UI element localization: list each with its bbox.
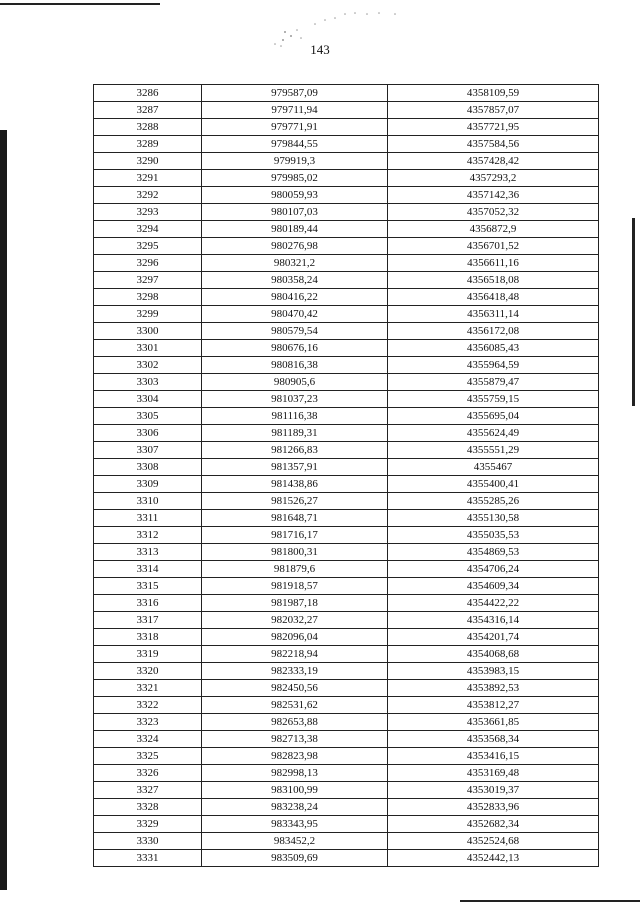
coordinates-table-body [94,85,599,867]
point-number-cell: 3331 [94,850,202,867]
table-row [94,765,599,782]
y-coordinate-cell: 4356085,43 [388,340,599,357]
table-row [94,748,599,765]
y-coordinate-cell: 4355759,15 [388,391,599,408]
y-coordinate-cell: 4356518,08 [388,272,599,289]
point-number-cell: 3326 [94,765,202,782]
y-coordinate-cell: 4357857,07 [388,102,599,119]
y-coordinate-cell: 4356701,52 [388,238,599,255]
x-coordinate-cell: 982333,19 [202,663,388,680]
x-coordinate-cell: 980676,16 [202,340,388,357]
table-row [94,578,599,595]
y-coordinate-cell: 4352524,68 [388,833,599,850]
table-row [94,493,599,510]
x-coordinate-cell: 979587,09 [202,85,388,102]
table-row [94,374,599,391]
x-coordinate-cell: 981800,31 [202,544,388,561]
table-row [94,323,599,340]
x-coordinate-cell: 982531,62 [202,697,388,714]
point-number-cell: 3296 [94,255,202,272]
x-coordinate-cell: 981716,17 [202,527,388,544]
x-coordinate-cell: 983452,2 [202,833,388,850]
point-number-cell: 3327 [94,782,202,799]
point-number-cell: 3325 [94,748,202,765]
y-coordinate-cell: 4353019,37 [388,782,599,799]
y-coordinate-cell: 4356172,08 [388,323,599,340]
y-coordinate-cell: 4355964,59 [388,357,599,374]
y-coordinate-cell: 4357721,95 [388,119,599,136]
table-row [94,697,599,714]
table-row [94,255,599,272]
x-coordinate-cell: 982450,56 [202,680,388,697]
table-row [94,833,599,850]
point-number-cell: 3298 [94,289,202,306]
table-row [94,442,599,459]
table-row [94,816,599,833]
x-coordinate-cell: 980816,38 [202,357,388,374]
y-coordinate-cell: 4354316,14 [388,612,599,629]
table-row [94,527,599,544]
table-row [94,289,599,306]
x-coordinate-cell: 980059,93 [202,187,388,204]
point-number-cell: 3311 [94,510,202,527]
point-number-cell: 3310 [94,493,202,510]
x-coordinate-cell: 979771,91 [202,119,388,136]
x-coordinate-cell: 980321,2 [202,255,388,272]
bottom-scan-rule [460,900,640,902]
point-number-cell: 3301 [94,340,202,357]
y-coordinate-cell: 4353568,34 [388,731,599,748]
point-number-cell: 3324 [94,731,202,748]
table-row [94,612,599,629]
point-number-cell: 3288 [94,119,202,136]
table-row [94,204,599,221]
table-row [94,595,599,612]
table-row [94,663,599,680]
table-row [94,85,599,102]
x-coordinate-cell: 980416,22 [202,289,388,306]
point-number-cell: 3320 [94,663,202,680]
table-row [94,459,599,476]
y-coordinate-cell: 4356418,48 [388,289,599,306]
x-coordinate-cell: 981526,27 [202,493,388,510]
x-coordinate-cell: 982218,94 [202,646,388,663]
table-row [94,153,599,170]
y-coordinate-cell: 4355467 [388,459,599,476]
x-coordinate-cell: 982823,98 [202,748,388,765]
point-number-cell: 3329 [94,816,202,833]
x-coordinate-cell: 981879,6 [202,561,388,578]
point-number-cell: 3321 [94,680,202,697]
x-coordinate-cell: 982653,88 [202,714,388,731]
table-row [94,850,599,867]
y-coordinate-cell: 4352833,96 [388,799,599,816]
x-coordinate-cell: 981357,91 [202,459,388,476]
y-coordinate-cell: 4354706,24 [388,561,599,578]
x-coordinate-cell: 979711,94 [202,102,388,119]
x-coordinate-cell: 983343,95 [202,816,388,833]
y-coordinate-cell: 4354068,68 [388,646,599,663]
y-coordinate-cell: 4353892,53 [388,680,599,697]
table-row [94,799,599,816]
y-coordinate-cell: 4356872,9 [388,221,599,238]
point-number-cell: 3287 [94,102,202,119]
table-row [94,646,599,663]
table-row [94,170,599,187]
y-coordinate-cell: 4354201,74 [388,629,599,646]
y-coordinate-cell: 4357584,56 [388,136,599,153]
point-number-cell: 3330 [94,833,202,850]
y-coordinate-cell: 4357052,32 [388,204,599,221]
point-number-cell: 3308 [94,459,202,476]
x-coordinate-cell: 982998,13 [202,765,388,782]
y-coordinate-cell: 4354609,34 [388,578,599,595]
y-coordinate-cell: 4358109,59 [388,85,599,102]
table-row [94,340,599,357]
table-row [94,561,599,578]
y-coordinate-cell: 4352682,34 [388,816,599,833]
point-number-cell: 3328 [94,799,202,816]
table-row [94,476,599,493]
table-row [94,629,599,646]
y-coordinate-cell: 4353812,27 [388,697,599,714]
x-coordinate-cell: 982032,27 [202,612,388,629]
point-number-cell: 3314 [94,561,202,578]
point-number-cell: 3306 [94,425,202,442]
table-row [94,187,599,204]
y-coordinate-cell: 4357428,42 [388,153,599,170]
x-coordinate-cell: 980905,6 [202,374,388,391]
y-coordinate-cell: 4354422,22 [388,595,599,612]
y-coordinate-cell: 4354869,53 [388,544,599,561]
y-coordinate-cell: 4355551,29 [388,442,599,459]
point-number-cell: 3286 [94,85,202,102]
point-number-cell: 3304 [94,391,202,408]
table-row [94,425,599,442]
point-number-cell: 3323 [94,714,202,731]
table-row [94,272,599,289]
y-coordinate-cell: 4357142,36 [388,187,599,204]
x-coordinate-cell: 981116,38 [202,408,388,425]
y-coordinate-cell: 4353169,48 [388,765,599,782]
table-row [94,544,599,561]
x-coordinate-cell: 981438,86 [202,476,388,493]
point-number-cell: 3316 [94,595,202,612]
x-coordinate-cell: 980107,03 [202,204,388,221]
x-coordinate-cell: 983100,99 [202,782,388,799]
x-coordinate-cell: 980470,42 [202,306,388,323]
x-coordinate-cell: 981648,71 [202,510,388,527]
point-number-cell: 3294 [94,221,202,238]
coordinates-table [93,84,599,867]
table-row [94,408,599,425]
x-coordinate-cell: 981037,23 [202,391,388,408]
table-row [94,357,599,374]
table-row [94,391,599,408]
x-coordinate-cell: 981918,57 [202,578,388,595]
y-coordinate-cell: 4355695,04 [388,408,599,425]
point-number-cell: 3290 [94,153,202,170]
point-number-cell: 3305 [94,408,202,425]
point-number-cell: 3289 [94,136,202,153]
point-number-cell: 3299 [94,306,202,323]
x-coordinate-cell: 980276,98 [202,238,388,255]
table-row [94,510,599,527]
point-number-cell: 3322 [94,697,202,714]
y-coordinate-cell: 4355130,58 [388,510,599,527]
point-number-cell: 3303 [94,374,202,391]
point-number-cell: 3318 [94,629,202,646]
table-row [94,136,599,153]
point-number-cell: 3309 [94,476,202,493]
table-row [94,119,599,136]
point-number-cell: 3297 [94,272,202,289]
right-scan-edge [632,218,635,406]
x-coordinate-cell: 980189,44 [202,221,388,238]
y-coordinate-cell: 4355879,47 [388,374,599,391]
top-scan-rule [0,3,160,5]
point-number-cell: 3307 [94,442,202,459]
x-coordinate-cell: 982096,04 [202,629,388,646]
y-coordinate-cell: 4352442,13 [388,850,599,867]
x-coordinate-cell: 980358,24 [202,272,388,289]
left-scan-edge [0,130,7,890]
point-number-cell: 3300 [94,323,202,340]
y-coordinate-cell: 4355624,49 [388,425,599,442]
x-coordinate-cell: 979919,3 [202,153,388,170]
x-coordinate-cell: 979985,02 [202,170,388,187]
x-coordinate-cell: 983509,69 [202,850,388,867]
table-row [94,680,599,697]
x-coordinate-cell: 981189,31 [202,425,388,442]
y-coordinate-cell: 4355285,26 [388,493,599,510]
point-number-cell: 3313 [94,544,202,561]
point-number-cell: 3291 [94,170,202,187]
x-coordinate-cell: 983238,24 [202,799,388,816]
point-number-cell: 3317 [94,612,202,629]
y-coordinate-cell: 4357293,2 [388,170,599,187]
x-coordinate-cell: 979844,55 [202,136,388,153]
x-coordinate-cell: 980579,54 [202,323,388,340]
point-number-cell: 3315 [94,578,202,595]
y-coordinate-cell: 4356311,14 [388,306,599,323]
y-coordinate-cell: 4353983,15 [388,663,599,680]
table-row [94,306,599,323]
page-number: 143 [310,42,330,57]
point-number-cell: 3302 [94,357,202,374]
point-number-cell: 3293 [94,204,202,221]
point-number-cell: 3312 [94,527,202,544]
table-row [94,238,599,255]
table-row [94,782,599,799]
x-coordinate-cell: 982713,38 [202,731,388,748]
y-coordinate-cell: 4353661,85 [388,714,599,731]
point-number-cell: 3292 [94,187,202,204]
y-coordinate-cell: 4355035,53 [388,527,599,544]
table-row [94,221,599,238]
table-row [94,102,599,119]
y-coordinate-cell: 4356611,16 [388,255,599,272]
point-number-cell: 3295 [94,238,202,255]
table-row [94,714,599,731]
table-row [94,731,599,748]
y-coordinate-cell: 4355400,41 [388,476,599,493]
x-coordinate-cell: 981266,83 [202,442,388,459]
point-number-cell: 3319 [94,646,202,663]
x-coordinate-cell: 981987,18 [202,595,388,612]
y-coordinate-cell: 4353416,15 [388,748,599,765]
